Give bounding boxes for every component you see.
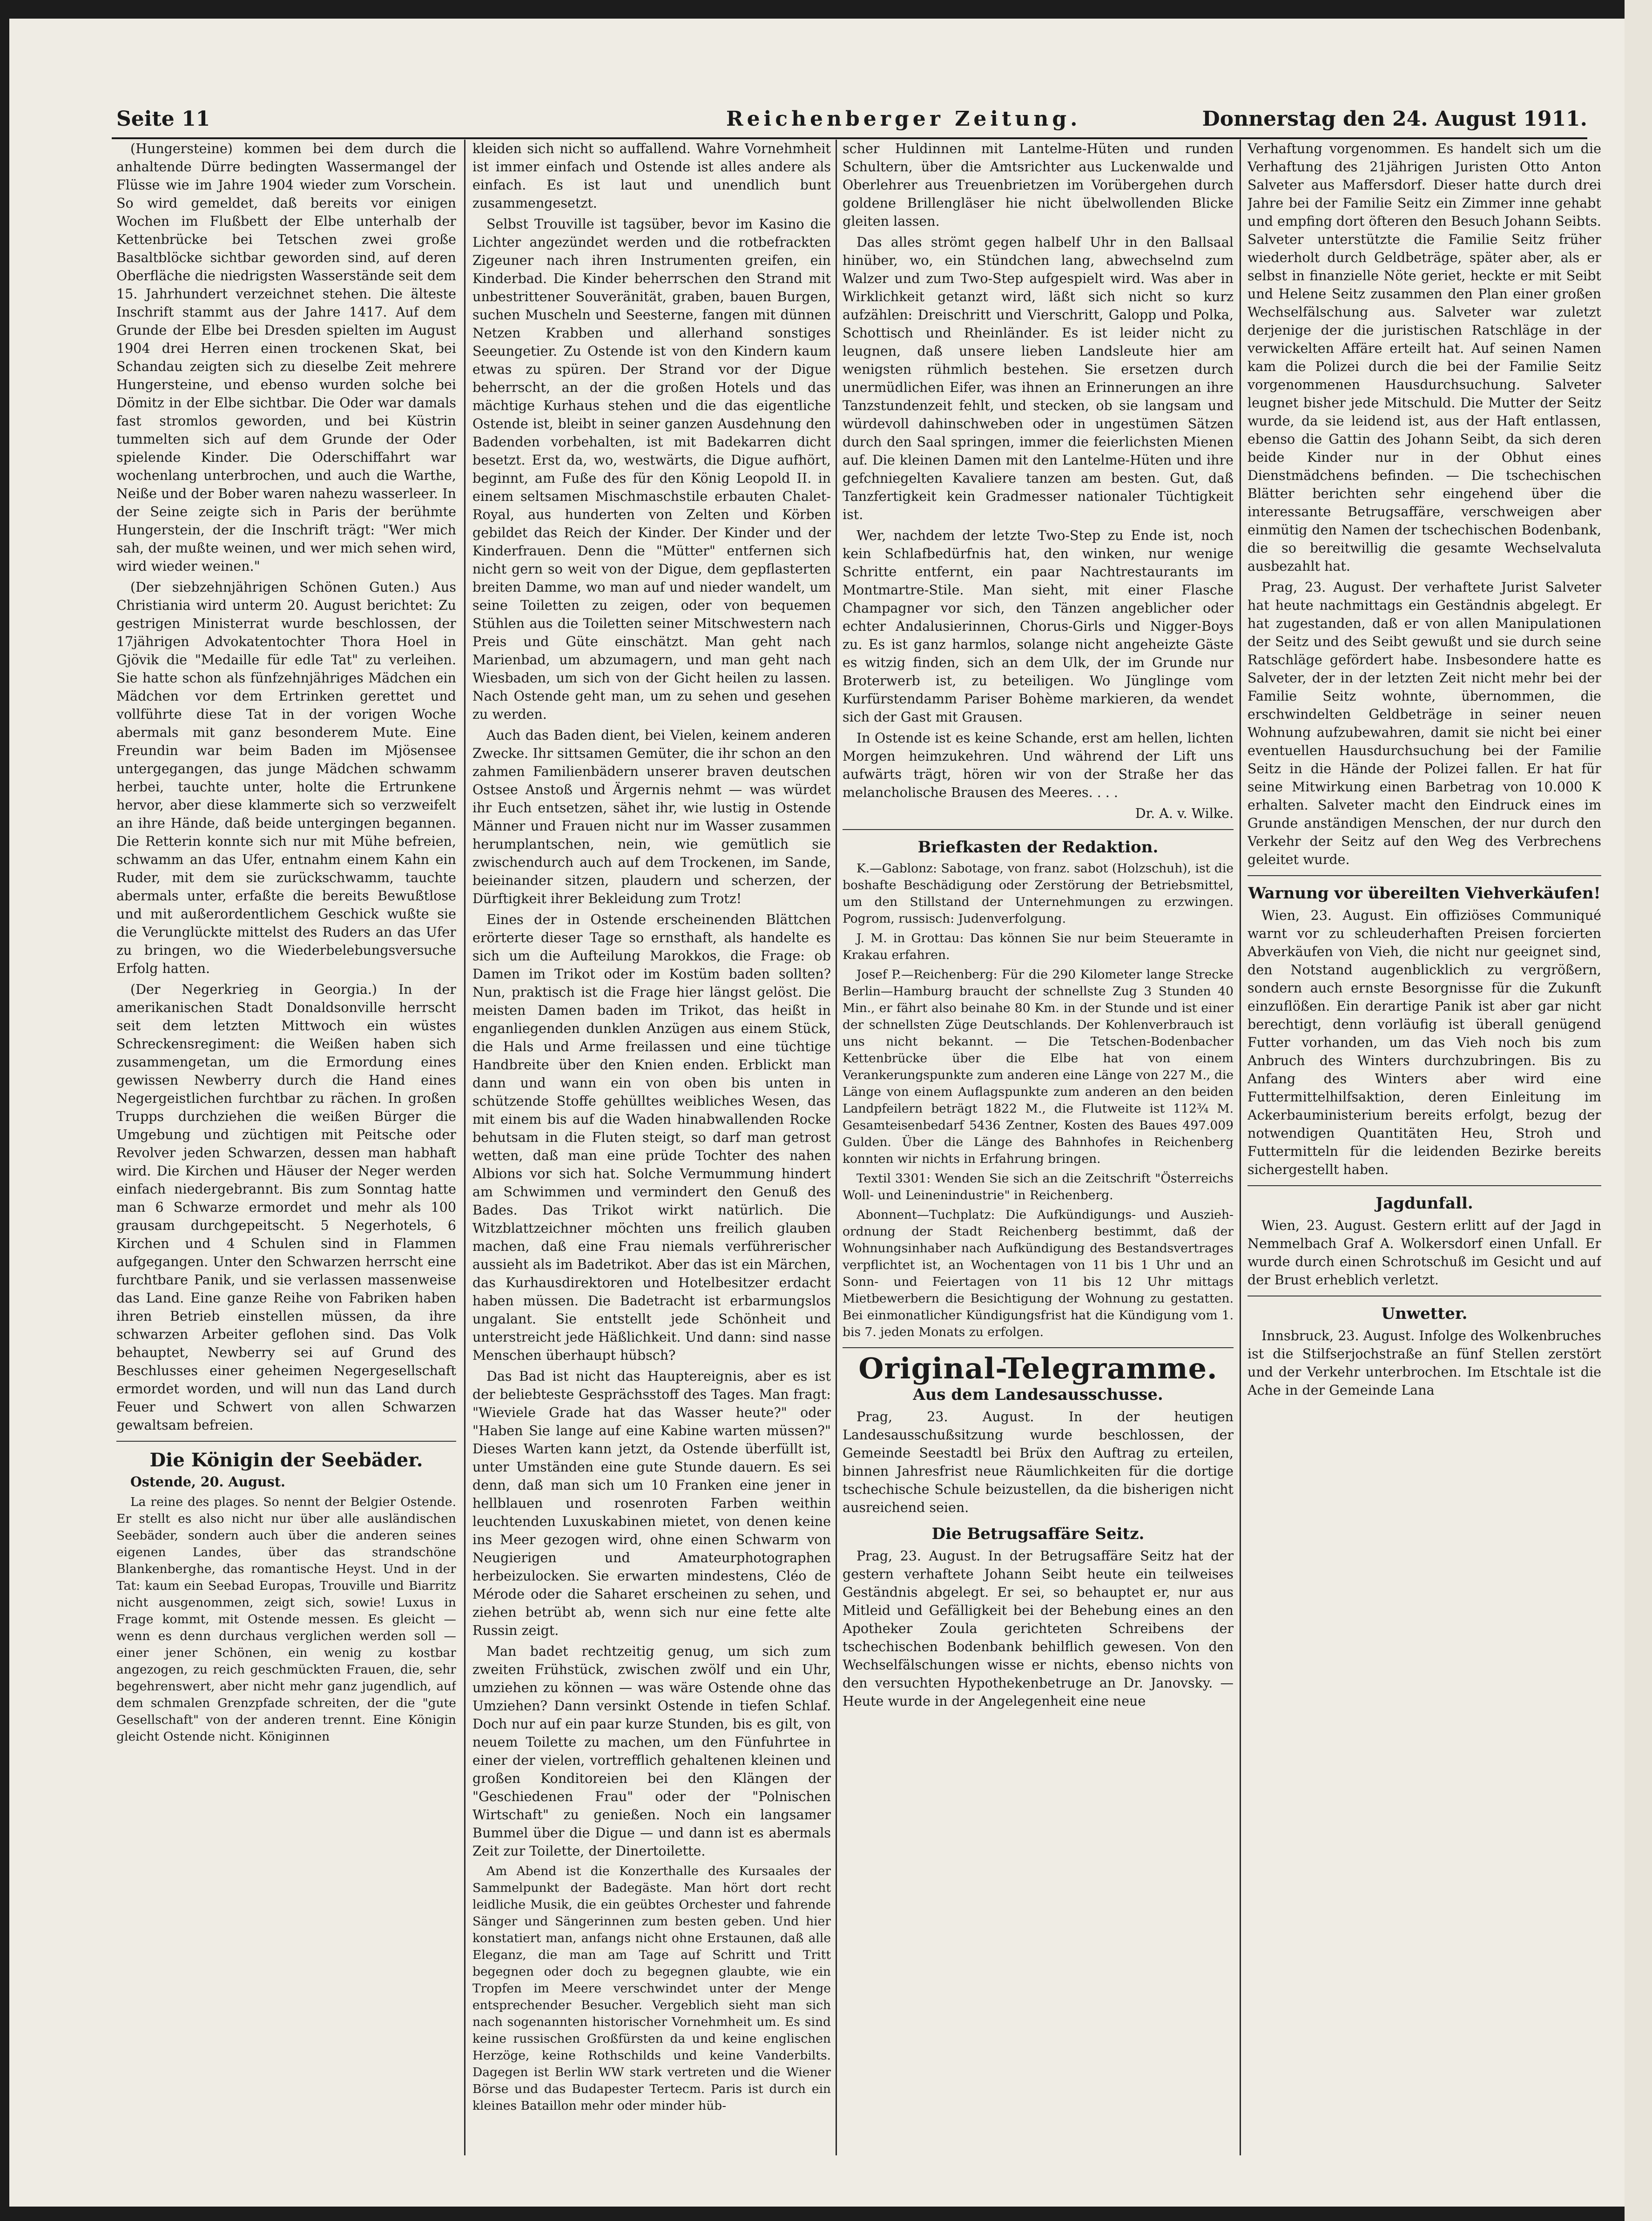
issue-date: Donnerstag den 24. August 1911.	[1202, 107, 1587, 131]
article-ostende-part12: In Ostende ist es keine Schande, erst am hellen, lichten Morgen heimzukehren. Und während der Lift uns aufwärts trägt, hören wir von der Straße her das melancholische Brausen des Meeres. . . .	[843, 730, 1234, 800]
article-ostende-part10: Das alles strömt gegen halbelf Uhr in den Ballsaal hinüber, wo, ein Stündchen lang, abwechselnd zum Walzer und zum Two-Step aufgespielt wird. Was aber in Wirklichkeit getanzt wird, läßt sich nicht so kurz aufzählen: Dreischritt und Vierschritt, Galopp und Polka, Schottisch und Rheinländer. Es ist leider nicht zu leugnen, daß unsere lieben Landsleute hier am wenigsten rühmlich bestehen. Sie ersetzen durch unermüdlichen Eifer, was ihnen an Erinnerungen an ihre Tanzstundenzeit fehlt, und stecken, ob sie langsam und würdevoll dahinschweben oder in ungestümen Sätzen durch den Saal springen, immer die feierlichsten Mienen auf. Die kleinen Damen mit den Lantelme-Hüten und ihre gefchniegelten Kavaliere tanzen am besten. Gut, daß Tanzfertigkeit kein Gradmesser nationaler Tüchtigkeit ist.	[843, 235, 1234, 522]
headline-original-telegramme: Original-Telegramme.	[858, 1351, 1218, 1385]
telegram-seitz: Prag, 23. August. In der Betrugsaffäre Seitz hat der gestern verhaftete Johann Seibt heute ein teilweises Geständnis abgelegt. Er sei, so behauptet er, nur aus Mitleid und Gefälligkeit bei der Behebung eines an den Apotheker Zoula gerichteten Schreibens der tschechischen Bodenbank behilflich gewesen. Von den Wechselfälschungen wisse er nichts, ebenso nichts von den versuchten Hypothekenbetruge an Dr. Janovsky. — Heute wurde in der Angelegenheit eine neue	[843, 1548, 1234, 1709]
page-header	[107, 107, 1587, 135]
column-1	[116, 140, 456, 2155]
article-ostende-part9: scher Huldinnen mit Lantelme-Hüten und runden Schultern, über die Amtsrichter aus Luckenwalde und Oberlehrer aus Treuenbrietzen im Vorübergehen durch goldene Brillengläser hie nicht übelwollenden Blicke gleiten lassen.	[843, 141, 1234, 229]
article-ostende-part3: Selbst Trouville ist tagsüber, bevor im Kasino die Lichter angezündet werden und die rotbefrackten Zigeuner nach ihren Instrumenten greifen, ein Kinderbad. Die Kinder beherrschen den Strand mit unbestrittener Souveränität, graben, bauen Burgen, suchen Muscheln und Seesterne, fangen mit dünnen Netzen Krabben und allerhand sonstiges Seeungetier. Zu Ostende ist von den Kindern kaum etwas zu spüren. Der Strand vor der Digue beherrscht, an der die großen Hotels und das mächtige Kurhaus stehen und die das eigentliche Ostende ist, bleibt in seiner ganzen Ausdehnung den Badenden vorbehalten, ist mit Badekarren dicht besetzt. Erst da, wo, westwärts, die Digue aufhört, beginnt, am Fuße des für den König Leopold II. in einem seltsamen Mischmaschstile erbauten Chalet-Royal, aus hunderten von Zelten und Körben gebildet das Reich der Kinder. Der Kinder und der Kinderfrauen. Denn die "Mütter" entfernen sich nicht gern so weit von der Digue, dem gepflasterten breiten Damme, wo man auf und nieder wandelt, um seine Toiletten zu zeigen, oder von bequemen Stühlen aus die Toiletten seiner Mitschwestern nach Preis und Güte einschätzt. Man geht nach Marienbad, um abzumagern, und man geht nach Wiesbaden, um sich von der Gicht heilen zu lassen. Nach Ostende geht man, um zu sehen und gesehen zu werden.	[472, 216, 831, 722]
article-ostende-part11: Wer, nachdem der letzte Two-Step zu Ende ist, noch kein Schlafbedürfnis hat, den winken, nur wenige Schritte entfernt, ein paar Nachtrestaurants im Montmartre-Stile. Man sieht, mit einer Flasche Champagner vor sich, den Tänzen angeblicher oder echter Andalusierinnen, Chorus-Girls und Nigger-Boys zu. Es ist ganz harmlos, solange nicht angeheizte Gäste es witzig finden, sich an dem Ulk, der im Grunde nur Broterwerb ist, zu beteiligen. Wo Jünglinge vom Kurfürstendamm Pariser Bohème markieren, da wendet sich der Gast mit Grausen.	[843, 528, 1234, 725]
article-ostende-part5: Eines der in Ostende erscheinenden Blättchen erörterte dieser Tage so ernsthaft, als handelte es sich um die Aufteilung Marokkos, die Frage: ob Damen im Trikot oder im Kostüm baden sollten? Nun, praktisch ist die Frage hier längst gelöst. Die meisten Damen baden im Trikot, das heißt in enganliegenden dunklen Anzügen aus einem Stück, die Hals und Arme freilassen und eine tüchtige Handbreite über den Knien enden. Erblickt man dann und wann ein von oben bis unten in schützende Stoffe gehülltes weibliches Wesen, das mit einem bis auf die Waden hinabwallenden Rocke behutsam in die Fluten steigt, so darf man getrost wetten, daß man eine prüde Tochter des nahen Albions vor sich hat. Solche Vermummung hindert am Schwimmen und vermindert den Genuß des Bades. Das Trikot wirkt natürlich. Die Witzblattzeichner möchten uns freilich glauben machen, daß eine Frau niemals verführerischer aussieht als im Badetrikot. Aber das ist ein Märchen, das Kurhausdirektoren und Hotelbesitzer erdacht haben müssen. Die Badetracht ist erbarmungslos ungalant. Sie entstellt jede Schönheit und unterstreicht jede Häßlichkeit. Und dann: sind nasse Menschen überhaupt hübsch?	[472, 912, 831, 1363]
article-ostende-part6: Das Bad ist nicht das Hauptereignis, aber es ist der beliebteste Gesprächsstoff des Tages. Man fragt: "Wieviele Grade hat das Wasser heute?" oder "Haben Sie lange auf eine Kabine warten müssen?" Dieses Warten kann jetzt, da Ostende überfüllt ist, unter Umständen eine gute Stunde dauern. Es sei denn, daß man sich um 10 Franken eine jener in hellblauen und rosenroten Farben weithin leuchtenden Luxuskabinen mietet, von denen keine ins Meer gezogen wird, ohne einen Schwarm von Neugierigen und Amateurphotographen herbeizulocken. Sie erwarten mindestens, Cléo de Mérode oder die Saharet erscheinen zu sehen, und ziehen betrübt ab, wenn sich nur eine fette alte Russin zeigt.	[472, 1369, 831, 1638]
adjacent-page-edge	[1625, 0, 1652, 2221]
headline-jagdunfall: Jagdunfall.	[1376, 1194, 1473, 1213]
column-divider	[1240, 140, 1241, 2155]
column-4	[1247, 140, 1601, 2155]
telegram-seitz-cont: Verhaftung vorgenommen. Es handelt sich um die Verhaftung des 21jährigen Juristen Otto Anton Salveter aus Maffersdorf. Dieser hatte durch drei Jahre bei der Familie Seitz ein Zimmer inne gehabt und empfing dort öfteren den Besuch Johann Seibts. Salveter unterstützte die Familie Seitz früher wiederholt durch Geldbeträge, später aber, als er selbst in finanzielle Nöte geriet, heckte er mit Seibt und Helene Seitz zusammen den Plan einer großen Wechselfälschung aus. Salveter war zuletzt derjenige der die juristischen Ratschläge in der verwickelten Affäre erteilt hat. Auf seinen Namen kam die Polizei durch die bei der Familie Seitz vorgenommenen Hausdurchsuchung. Salveter leugnet bisher jede Mitschuld. Die Mutter der Seitz wurde, da sie leidend ist, aus der Haft entlassen, ebenso die Gattin des Johann Seibt, da sich deren beide Kinder nur in der Obhut eines Dienstmädchens befinden. — Die tschechischen Blätter berichten sehr eingehend über die interessante Betrugsaffäre, verschweigen aber einmütig den Namen der tschechischen Bodenbank, die so bereitwillig die gesamte Wechselvaluta ausbezahlt hat.	[1247, 141, 1601, 574]
headline-landesausschuss: Aus dem Landesausschusse.	[913, 1385, 1163, 1404]
author-signature: Dr. A. v. Wilke.	[1135, 806, 1234, 821]
headline-briefkasten: Briefkasten der Redaktion.	[917, 838, 1159, 857]
article-ostende-part2: kleiden sich nicht so auffallend. Wahre Vornehmheit ist immer einfach und Ostende ist alles andere als einfach. Es ist laut und unendlich bunt zusammengesetzt.	[472, 141, 831, 211]
section-rule	[1247, 1185, 1601, 1186]
headline-betrugsaffaere: Die Betrugsaffäre Seitz.	[931, 1525, 1145, 1543]
section-rule	[1247, 875, 1601, 876]
letter-textil: Textil 3301: Wenden Sie sich an die Zeitschrift "Österreichs Woll- und Leinenindustrie" in Reichenberg.	[843, 1171, 1234, 1202]
letter-grottau: J. M. in Grottau: Das können Sie nur beim Steueramte in Krakau erfahren.	[843, 931, 1234, 962]
article-ostende-part4: Auch das Baden dient, bei Vielen, keinem anderen Zwecke. Ihr sittsamen Gemüter, die ihr schon an den zahmen Familienbädern unserer braven deutschen Ostsee Anstoß und Ärgernis nehmt — was würdet ihr Euch entsetzen, sähet ihr, wie lustig in Ostende Männer und Frauen nicht nur im Wasser zusammen herumplantschen, nein, wie gemütlich sie zwischendurch auch auf dem Trockenen, im Sande, beieinander sitzen, plaudern und scherzen, der Dürftigkeit ihrer Bekleidung zum Trotz!	[472, 728, 831, 906]
headline-unwetter: Unwetter.	[1381, 1304, 1468, 1323]
dateline-ostende: Ostende, 20. August.	[130, 1474, 285, 1490]
masthead: Reichenberger Zeitung.	[726, 107, 1081, 131]
letter-reichenberg: Josef P.—Reichenberg: Für die 290 Kilometer lange Strecke Berlin—Hamburg braucht der schnellste Zug 3 Stunden 40 Min., er fährt also beinahe 80 Km. in der Stunde und ist einer der schnellsten Züge Deutschlands. Der Kohlenverbrauch ist uns nicht bekannt. — Die Tetschen-Bodenbacher Kettenbrücke über die Elbe hat von einem Verankerungspunkte zum anderen eine Länge von 227 M., die Länge von einem Auflagspunkte zum anderen an den beiden Landpfeilern beträgt 1822 M., die Flutweite ist 112¾ M. Gesamteisenbedarf 5436 Zentner, Kosten des Baues 497.009 Gulden. Über die Länge des Bahnhofes in Reichenberg konnten wir nichts in Erfahrung bringen.	[843, 967, 1234, 1166]
page-number: Seite 11	[116, 107, 210, 131]
column-3	[843, 140, 1234, 2155]
article-hungersteine: (Hungersteine) kommen bei dem durch die anhaltende Dürre bedingten Wassermangel der Flüsse wie im Jahre 1904 wieder zum Vorschein. So wird gemeldet, daß bereits vor einigen Wochen im Flußbett der Elbe unterhalb der Kettenbrücke bei Tetschen zwei große Basaltblöcke sichtbar geworden sind, auf deren Oberfläche die niedrigsten Wasserstände seit dem 15. Jahrhundert verzeichnet stehen. Die älteste Inschrift stammt aus der Jahre 1417. Auf dem Grunde der Elbe bei Dresden spielten im August 1904 drei Herren einen trockenen Skat, bei Schandau zeigten sich zu dieselbe Zeit mehrere Hungersteine, und ebenso wurden solche bei Dömitz in der Elbe sichtbar. Die Oder war damals fast stromlos geworden, und bei Küstrin tummelten sich auf dem Grunde der Oder spielende Kinder. Die Oderschiffahrt war wochenlang unterbrochen, und auch die Warthe, Neiße und der Bober waren nahezu wasserleer. In der Seine zeigte sich in Paris der berühmte Hungerstein, der die Inschrift trägt: "Wer mich sah, der mußte weinen, und wer mich sehen wird, wird wieder weinen."	[116, 141, 456, 574]
article-ostende-part8: Am Abend ist die Konzerthalle des Kursaales der Sammelpunkt der Badegäste. Man hört dort recht leidliche Musik, die ein geübtes Orchester und fahrende Sänger und Sängerinnen zum besten geben. Und hier konstatiert man, anfangs nicht ohne Erstaunen, daß alle Eleganz, die man am Tage auf Schritt und Tritt begegnen oder doch zu begegnen glaubte, wie ein Tropfen im Meere verschwindet unter der Menge entsprechender Besucher. Vergeblich sieht man sich nach sogenannten historischer Vornehmheit um. Es sind keine russischen Großfürsten da und keine englischen Herzöge, keine Rothschilds und keine Vanderbilts. Dagegen ist Berlin WW stark vertreten und die Wiener Börse und das Budapester Tertecm. Paris ist durch ein kleines Bataillon mehr oder minder hüb-	[472, 1864, 831, 2113]
article-negerkrieg: (Der Negerkrieg in Georgia.) In der amerikanischen Stadt Donaldsonville herrscht seit dem letzten Mittwoch ein wüstes Schreckensregiment: die Weißen haben sich zusammengetan, um die Ermordung eines gewissen Newberry durch die Hand eines Negergeistlichen furchtbar zu rächen. In großen Trupps durchziehen die weißen Bürger die Umgebung und züchtigen mit Peitsche oder Revolver jeden Schwarzen, dessen man habhaft wird. Die Kirchen und Häuser der Neger werden einfach niedergebrannt. Bis zum Sonntag hatte man 6 Schwarze ermordet und mehr als 100 grausam durchgepeitscht. 5 Negerhotels, 6 Kirchen und 4 Schulen sind in Flammen aufgegangen. Unter den Schwarzen herrscht eine furchtbare Panik, und sie verlassen massenweise das Land. Eine ganze Reihe von Fabriken haben ihren Betrieb einstellen müssen, da ihre schwarzen Arbeiter geflohen sind. Das Volk behauptet, Newberry sei auf Grund des Beschlusses einer geheimen Negergesellschaft ermordet worden, und will nun das Land durch Feuer und Schwert von allen Schwarzen gewaltsam befreien.	[116, 982, 456, 1433]
telegram-unwetter: Innsbruck, 23. August. Infolge des Wolkenbruches ist die Stilfserjochstraße an fünf Stellen zerstört und der Verkehr unterbrochen. Im Etschtale ist die Ache in der Gemeinde Lana	[1247, 1328, 1601, 1398]
letter-tuchplatz: Abonnent—Tuchplatz: Die Aufkündigungs- und Auszieh-ordnung der Stadt Reichenberg bestimmt, daß der Wohnungsinhaber nach Aufkündigung des Bestandsvertrages verpflichtet ist, an Wochentagen von 11 bis 1 Uhr und an Sonn- und Feiertagen von 11 bis 12 Uhr mittags Mietbewerbern die Besichtigung der Wohnung zu gestatten. Bei einmonatlicher Kündigungsfrist hat die Kündigung vom 1. bis 7. jeden Monats zu erfolgen.	[843, 1208, 1234, 1339]
article-ostende-part7: Man badet rechtzeitig genug, um sich zum zweiten Frühstück, zwischen zwölf und ein Uhr, umziehen zu können — was wäre Ostende ohne das Umziehen? Dann versinkt Ostende in tiefen Schlaf. Doch nur auf ein paar kurze Stunden, bis es gilt, von neuem Toilette zu machen, um den Fünfuhrtee in einer der vielen, vortrefflich gehaltenen kleinen und großen Konditoreien bei den Klängen der "Geschiedenen Frau" oder der "Polnischen Wirtschaft" zu genießen. Noch ein langsamer Bummel über die Digue — und dann ist es abermals Zeit zur Toilette, der Dinertoilette.	[472, 1644, 831, 1859]
telegram-seestadtl: Prag, 23. August. In der heutigen Landesausschußsitzung wurde beschlossen, der Gemeinde Seestadtl bei Brüx den Auftrag zu erteilen, binnen Jahresfrist neue Räumlichkeiten für die dortige tschechische Schule beizustellen, da die bisherigen nicht ausreichend seien.	[843, 1409, 1234, 1515]
telegram-vieh: Wien, 23. August. Ein offiziöses Communiqué warnt vor zu schleuderhaften Preisen forcierten Abverkäufen von Vieh, die nicht nur geeignet sind, den Notstand augenblicklich zu vergrößern, sondern auch ernste Besorgnisse für die Zukunft einzuflößen. Ein derartige Panik ist aber gar nicht berechtigt, denn vorläufig ist überall genügend Futter vorhanden, um das Vieh noch bis zum Anbruch des Winters durchzubringen. Bis zu Anfang des Winters aber wird eine Futtermittelhilfsaktion, deren Einleitung im Ackerbauministerium bereits erfolgt, bezug der notwendigen Quantitäten Heu, Stroh und Futtermitteln für die leidenden Bezirke bereits sichergestellt haben.	[1247, 908, 1601, 1177]
article-ostende-part1: La reine des plages. So nennt der Belgier Ostende. Er stellt es also nicht nur über alle ausländischen Seebäder, sondern auch über die anderen seines eigenen Landes, über das strandschöne Blankenberghe, das romantische Heyst. Und in der Tat: kaum ein Seebad Europas, Trouville und Biarritz nicht ausgenommen, zeigt sich, sowie! Luxus in Frage kommt, mit Ostende messen. Es gleicht — wenn es denn durchaus verglichen werden soll — einer jener Schönen, ein wenig zu kostbar angezogen, zu reich geschmückten Frauen, die, sehr begehrenswert, aber nicht mehr ganz jugendlich, auf dem schmalen Grenzpfade schreiten, der die "gute Gesellschaft" von der anderen trennt. Eine Königin gleicht Ostende nicht. Königinnen	[116, 1495, 456, 1744]
article-thora-hoel: (Der siebzehnjährigen Schönen Guten.) Aus Christiania wird unterm 20. August berichtet: Zu gestrigen Ministerrat wurde beschlossen, der 17jährigen Advokatentochter Thora Hoel in Gjövik die "Medaille für edle Tat" zu verleihen. Sie hatte schon als fünfzehnjähriges Mädchen ein Mädchen vor dem Ertrinken gerettet und vollführte diese Tat in der vorigen Woche abermals mit ganz besonderem Mute. Eine Freundin war beim Baden im Mjösensee untergegangen, das junge Mädchen schwamm herbei, tauchte unter, holte die Ertrunkene hervor, aber diese klammerte sich so verzweifelt an ihre Hände, daß beide untergingen begannen. Die Retterin konnte sich nur mit Mühe befreien, schwamm an das Ufer, entnahm einem Kahn ein Ruder, mit dem sie zurückschwamm, tauchte abermals unter, erfaßte die bereits Bewußtlose und mit außerordentlichem Geschick wußte sie die Verunglückte mittelst des Ruders an das Ufer zu bringen, wo die Wiederbelebungsversuche Erfolg hatten.	[116, 580, 456, 976]
section-rule	[116, 1441, 456, 1442]
column-divider	[464, 140, 465, 2155]
telegram-jagd: Wien, 23. August. Gestern erlitt auf der Jagd in Nemmelbach Graf A. Wolkersdorf einen Unfall. Er wurde durch einen Schrotschuß im Gesicht und auf der Brust erheblich verletzt.	[1247, 1218, 1601, 1288]
column-divider	[836, 140, 837, 2155]
headline-viehverkaeufe: Warnung vor übereilten Viehverkäufen!	[1248, 884, 1601, 903]
headline-seebaeder: Die Königin der Seebäder.	[149, 1449, 423, 1471]
telegram-salveter: Prag, 23. August. Der verhaftete Jurist Salveter hat heute nachmittags ein Geständnis abgelegt. Er hat zugestanden, daß er von allen Manipulationen der Seitz und des Seibt gewußt und sie durch seine Ratschläge gefördert habe. Insbesondere hatte es Salveter, der in der letzten Zeit nicht mehr bei der Familie Seitz wohnte, übernommen, die erschwindelten Geldbeträge in seiner neuen Wohnung aufzubewahren, damit sie nicht bei einer eventuellen Hausdurchsuchung bei der Familie Seitz in die Hände der Polizei fallen. Er hat für seine Mitwirkung einen Barbetrag von 10.000 K erhalten. Salveter macht den Eindruck eines im Grunde anständigen Menschen, der nur durch den Verkehr der Seitz auf den Weg des Verbrechens geleitet wurde.	[1247, 580, 1601, 867]
letter-gablonz: K.—Gablonz: Sabotage, von franz. sabot (Holzschuh), ist die boshafte Beschädigung oder Zerstörung der Betriebsmittel, um den Stillstand der Unternehmungen zu erzwingen. Pogrom, russisch: Judenverfolgung.	[843, 861, 1234, 926]
column-2	[472, 140, 831, 2155]
header-rule	[112, 137, 1587, 139]
section-rule	[843, 829, 1234, 830]
section-rule	[843, 1347, 1234, 1348]
